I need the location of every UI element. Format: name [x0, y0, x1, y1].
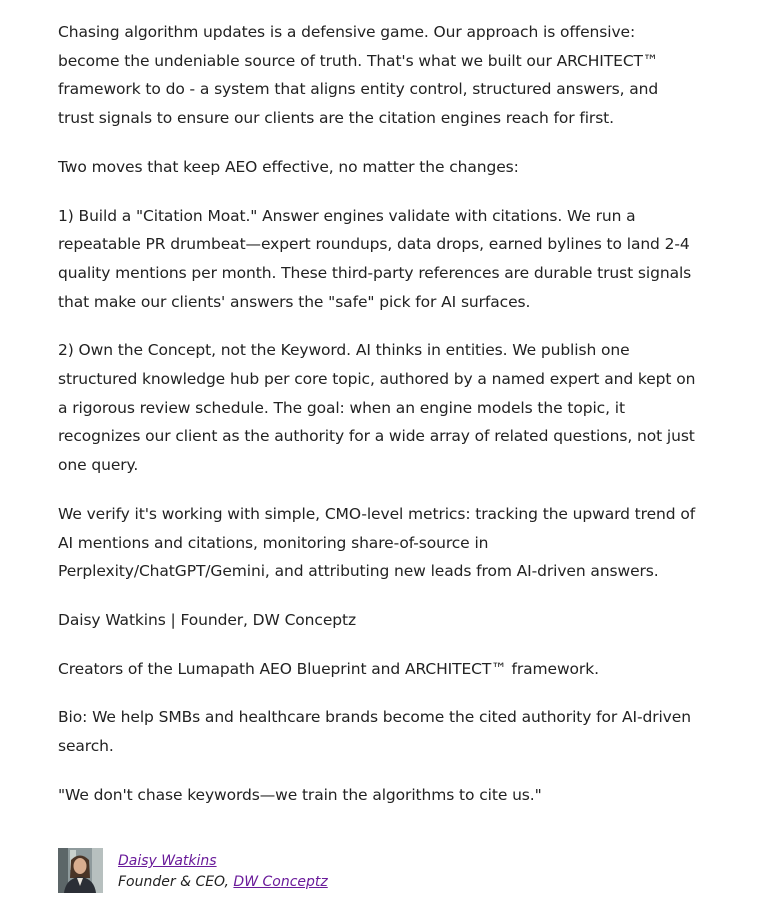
paragraph-intro: Chasing algorithm updates is a defensive game. Our approach is offensive: become the undeniable source of truth. That's what we built our ARCHITECT™ framework to do - a system that aligns entity control, structured answers, and trust signals to ensure our clients are the citation engines reach for first. [58, 23, 659, 128]
paragraph-bio: Bio: We help SMBs and healthcare brands become the cited authority for AI-driven search. [58, 708, 691, 756]
company-link[interactable]: DW Conceptz [233, 874, 328, 890]
paragraph-citation-moat: 1) Build a "Citation Moat." Answer engines validate with citations. We run a repeatable PR drumbeat—expert roundups, data drops, earned bylines to land 2-4 quality mentions per month. These third-party references are durable trust signals that make our clients' answers the "safe" pick for AI surfaces. [58, 206, 692, 311]
article-body [58, 18, 698, 829]
author-box [58, 848, 328, 893]
paragraph-signature: Daisy Watkins | Founder, DW Conceptz [58, 610, 357, 629]
paragraph-own-concept: 2) Own the Concept, not the Keyword. AI thinks in entities. We publish one structured knowledge hub per core topic, authored by a named expert and kept on a rigorous review schedule. The goal: when an engine models the topic, it recognizes our client as the authority for a wide array of related questions, not just one query. [58, 341, 696, 475]
author-name-link[interactable]: Daisy Watkins [118, 853, 217, 869]
paragraph-creators: Creators of the Lumapath AEO Blueprint and ARCHITECT™ framework. [58, 659, 599, 678]
paragraph-two-moves: Two moves that keep AEO effective, no matter the changes: [58, 157, 519, 176]
paragraph-metrics: We verify it's working with simple, CMO-level metrics: tracking the upward trend of AI mentions and citations, monitoring share-of-source in Perplexity/ChatGPT/Gemini, and attributing new leads from AI-driven answers. [58, 504, 696, 581]
paragraph-quote: "We don't chase keywords—we train the algorithms to cite us." [58, 785, 542, 804]
author-info [118, 848, 328, 893]
avatar[interactable] [58, 848, 103, 893]
author-title-prefix: Founder & CEO, [118, 874, 234, 890]
author-title [118, 872, 328, 893]
author-photo-icon [58, 848, 103, 893]
